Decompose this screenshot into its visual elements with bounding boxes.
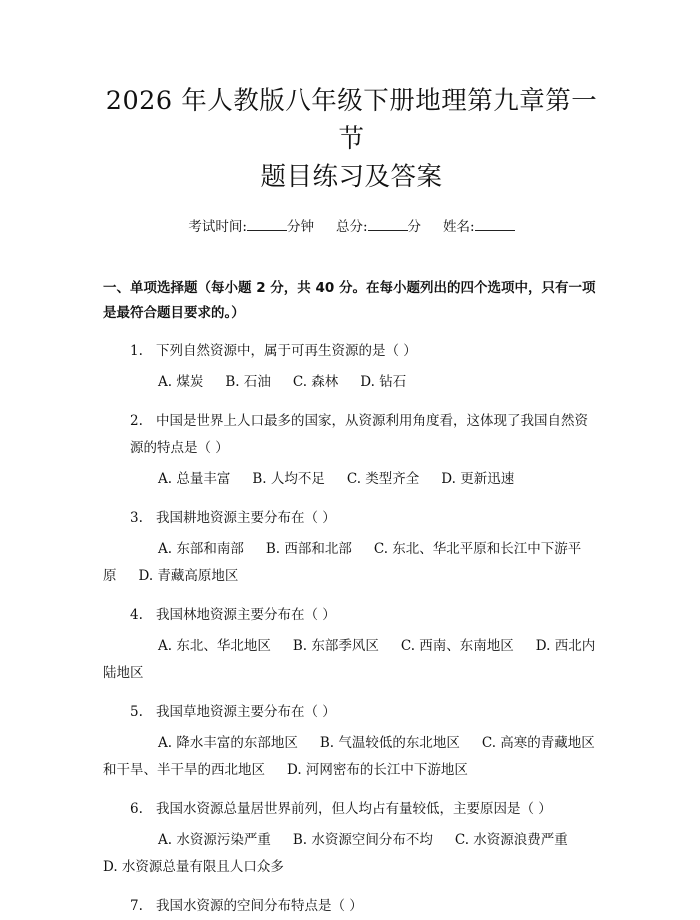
document-title (103, 82, 600, 196)
question-stem (103, 505, 600, 532)
question-item (103, 408, 600, 493)
answer-option: B. 东部季风区 (292, 638, 379, 654)
score-label: 总分: (335, 219, 368, 235)
answer-option: A. 东北、华北地区 (158, 638, 271, 654)
question-text: 我国水资源总量居世界前列，但人均占有量较低，主要原因是（ ） (156, 801, 552, 817)
time-blank (247, 216, 287, 231)
time-unit: 分钟 (286, 219, 314, 235)
answer-option: A. 总量丰富 (158, 471, 231, 487)
question-number: 2. (130, 413, 143, 429)
answer-option: C. 东北、华北平原和长江中下游平原 (103, 541, 582, 584)
answer-option: D. 西北内陆地区 (103, 638, 596, 681)
question-stem (103, 893, 600, 920)
name-blank (475, 216, 515, 231)
question-number: 3. (130, 510, 143, 526)
question-item (103, 699, 600, 784)
question-item (103, 602, 600, 687)
answer-options (103, 730, 600, 784)
score-blank (368, 216, 408, 231)
question-number: 4. (130, 607, 143, 623)
question-number: 7. (130, 898, 143, 914)
question-stem (103, 796, 600, 823)
question-text: 我国林地资源主要分布在（ ） (156, 607, 336, 623)
answer-options (103, 536, 600, 590)
question-stem (103, 699, 600, 726)
question-number: 1. (130, 343, 143, 359)
score-unit: 分 (407, 219, 422, 235)
answer-option: A. 降水丰富的东部地区 (158, 735, 298, 751)
name-label: 姓名: (443, 219, 475, 235)
answer-options (103, 466, 600, 493)
answer-option: A. 水资源污染严重 (158, 832, 271, 848)
title-line-1: 2026 年人教版八年级下册地理第九章第一节 (105, 86, 598, 154)
question-item (103, 505, 600, 590)
time-label: 考试时间: (188, 219, 247, 235)
section-1-heading: 一、单项选择题（每小题 2 分，共 40 分。在每小题列出的四个选项中，只有一项是最符合题目要求的。） (103, 280, 596, 321)
question-item (103, 796, 600, 881)
question-text: 我国草地资源主要分布在（ ） (156, 704, 336, 720)
answer-options (103, 827, 600, 881)
answer-option: A. 煤炭 (158, 374, 204, 390)
answer-option: D. 河网密布的长江中下游地区 (287, 762, 468, 778)
question-item (103, 338, 600, 396)
answer-options (103, 633, 600, 687)
answer-option: B. 水资源空间分布不均 (292, 832, 433, 848)
answer-option: C. 西南、东南地区 (400, 638, 514, 654)
question-stem (103, 338, 600, 365)
question-stem (103, 602, 600, 629)
question-list (103, 338, 600, 920)
question-number: 6. (130, 801, 143, 817)
answer-option: C. 高寒的青藏地区和干旱、半干旱的西北地区 (103, 735, 595, 778)
question-text: 中国是世界上人口最多的国家，从资源利用角度看，这体现了我国自然资源的特点是（ ） (130, 413, 588, 456)
question-item (103, 893, 600, 920)
question-stem (103, 408, 600, 462)
title-line-2: 题目练习及答案 (260, 162, 443, 192)
answer-option: B. 石油 (225, 374, 271, 390)
answer-option: B. 人均不足 (252, 471, 325, 487)
answer-option: D. 更新迅速 (441, 471, 515, 487)
answer-option: C. 森林 (292, 374, 339, 390)
answer-option: C. 类型齐全 (346, 471, 420, 487)
exam-info-line (103, 216, 600, 238)
answer-option: C. 水资源浪费严重 (454, 832, 568, 848)
answer-option: D. 水资源总量有限且人口众多 (103, 859, 284, 875)
question-text: 我国耕地资源主要分布在（ ） (156, 510, 336, 526)
answer-option: D. 钻石 (360, 374, 407, 390)
question-text: 下列自然资源中，属于可再生资源的是（ ） (156, 343, 417, 359)
question-text: 我国水资源的空间分布特点是（ ） (156, 898, 363, 914)
answer-option: B. 西部和北部 (265, 541, 352, 557)
question-number: 5. (130, 704, 143, 720)
answer-option: A. 东部和南部 (158, 541, 244, 557)
answer-options (103, 369, 600, 396)
answer-option: D. 青藏高原地区 (138, 568, 239, 584)
answer-option: B. 气温较低的东北地区 (319, 735, 460, 751)
